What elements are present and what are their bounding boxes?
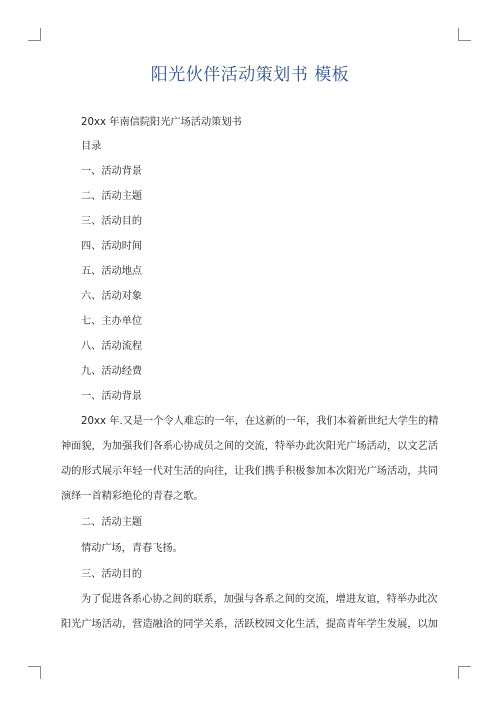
- document-subtitle: 20xx 年南信院阳光广场活动策划书: [81, 117, 242, 128]
- crop-mark-bottom-right: [458, 666, 471, 679]
- paragraph-line: 阳光广场活动，营造融洽的同学关系，活跃校园文化生活，提高青年学生发展，以加: [61, 619, 438, 630]
- paragraph-line: 20xx 年.又是一个令人难忘的一年，在这新的一年，我们本着新世纪大学生的精: [81, 416, 439, 427]
- section-heading: 三、活动目的: [81, 569, 143, 580]
- crop-mark-bottom-left: [28, 666, 41, 679]
- toc-item: 一、活动背景: [81, 166, 143, 177]
- section-heading: 一、活动背景: [81, 391, 143, 402]
- toc-item: 九、活动经费: [81, 366, 143, 377]
- paragraph-line: 为了促进各系心协之间的联系，加强与各系之间的交流，增进友谊，特举办此次: [81, 594, 438, 605]
- crop-mark-top-right: [458, 28, 471, 41]
- paragraph-line: 演绎一首精彩绝伦的青春之歌。: [61, 491, 204, 502]
- toc-item: 三、活动目的: [81, 216, 143, 227]
- toc-item: 七、主办单位: [81, 316, 143, 327]
- toc-item: 五、活动地点: [81, 266, 143, 277]
- crop-mark-top-left: [28, 28, 41, 41]
- paragraph-line: 动的形式展示年轻一代对生活的向往，让我们携手积极参加本次阳光广场活动，共同: [61, 466, 438, 477]
- toc-item: 二、活动主题: [81, 191, 143, 202]
- toc-item: 四、活动时间: [81, 241, 143, 252]
- toc-item: 六、活动对象: [81, 291, 143, 302]
- section-text: 情动广场，青春飞扬。: [81, 543, 183, 554]
- toc-heading: 目录: [81, 141, 102, 152]
- document-title: 阳光伙伴活动策划书 模板: [150, 65, 350, 85]
- paragraph-line: 神面貌，为加强我们各系心协成员之间的交流，特举办此次阳光广场活动，以文艺活: [61, 441, 438, 452]
- section-heading: 二、活动主题: [81, 517, 143, 528]
- toc-item: 八、活动流程: [81, 341, 143, 352]
